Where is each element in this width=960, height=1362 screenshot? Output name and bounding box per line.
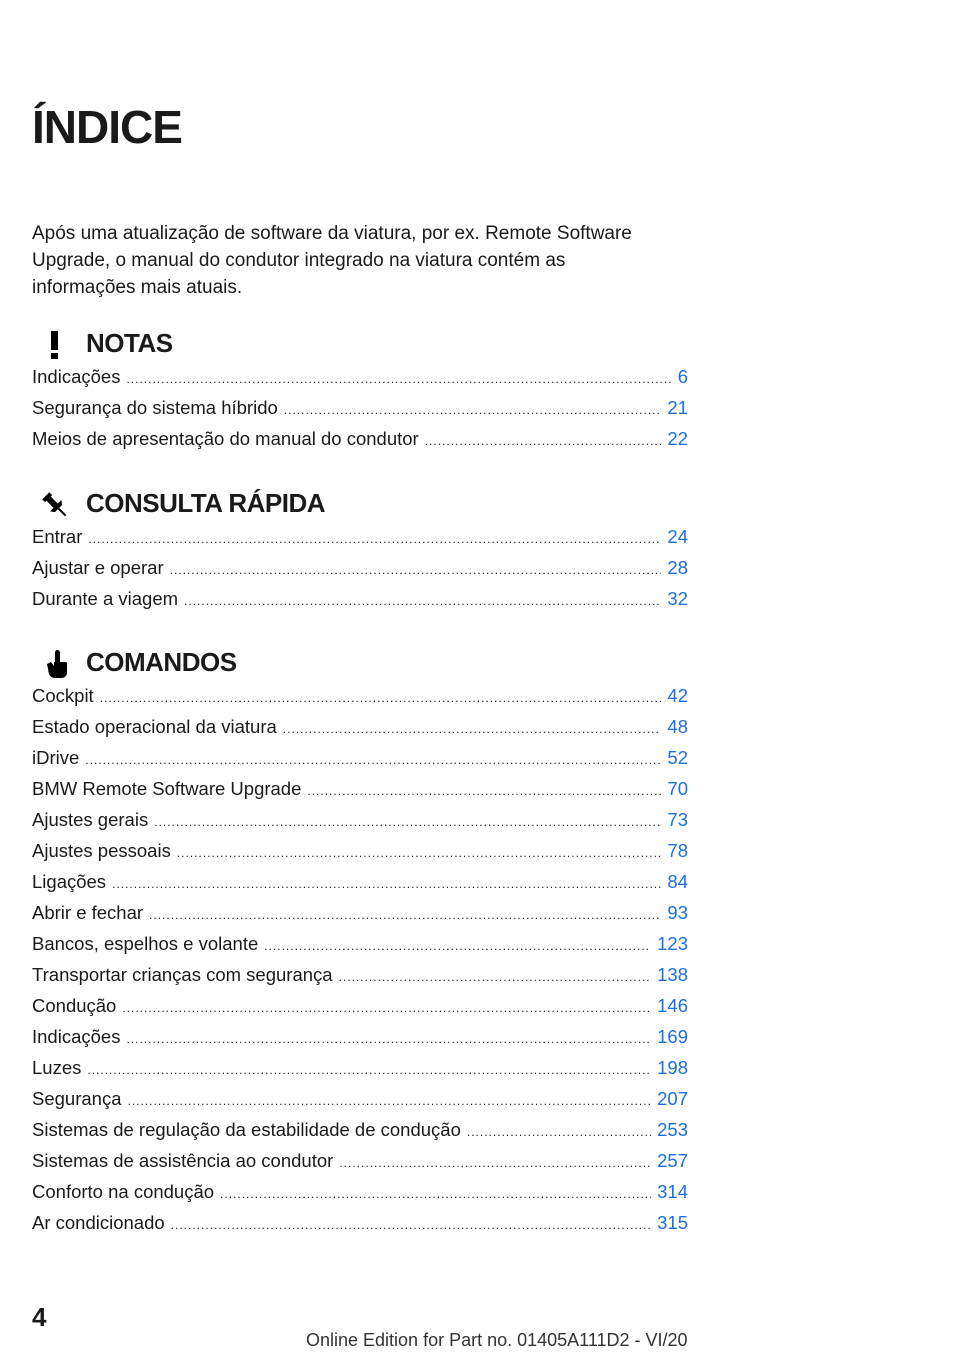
dot-leader [425, 434, 662, 448]
toc-entry-label: Sistemas de assistência ao condutor [32, 1150, 334, 1171]
toc-page-link[interactable]: 93 [667, 902, 688, 923]
toc-entry[interactable] [32, 933, 688, 964]
toc-page-link[interactable]: 6 [677, 366, 688, 387]
dot-leader [307, 784, 661, 798]
toc-page-link[interactable]: 315 [657, 1212, 688, 1233]
toc-entry-label: Durante a viagem [32, 588, 179, 609]
dot-leader [122, 1001, 651, 1015]
toc-page-link[interactable]: 198 [657, 1057, 688, 1078]
toc-page-link[interactable]: 314 [657, 1181, 688, 1202]
toc-page-link[interactable]: 22 [667, 428, 688, 449]
section-consulta-rapida [32, 486, 688, 619]
toc-entry[interactable] [32, 397, 688, 428]
toc-page-link[interactable]: 84 [667, 871, 688, 892]
toc-list [32, 526, 688, 619]
dot-leader [87, 1063, 651, 1077]
toc-page-link[interactable]: 70 [667, 778, 688, 799]
section-header [32, 645, 688, 685]
toc-entry[interactable] [32, 716, 688, 747]
dot-leader [177, 846, 662, 860]
toc-page-link[interactable]: 123 [657, 933, 688, 954]
dot-leader [339, 970, 652, 984]
toc-entry-label: Ajustes gerais [32, 809, 149, 830]
toc-entry[interactable] [32, 428, 688, 459]
toc-page-link[interactable]: 21 [667, 397, 688, 418]
dot-leader [339, 1156, 651, 1170]
toc-entry[interactable] [32, 557, 688, 588]
toc-entry-label: Conforto na condução [32, 1181, 215, 1202]
section-header [32, 326, 688, 366]
dot-leader [283, 722, 662, 736]
toc-entry-label: Indicações [32, 366, 121, 387]
toc-entry[interactable] [32, 1181, 688, 1212]
toc-entry[interactable] [32, 588, 688, 619]
pointing-hand-icon [38, 647, 72, 681]
toc-list [32, 366, 688, 459]
toc-entry[interactable] [32, 995, 688, 1026]
dot-leader [264, 939, 651, 953]
toc-entry-label: Ajustes pessoais [32, 840, 171, 861]
section-notas [32, 326, 688, 459]
toc-page-link[interactable]: 28 [667, 557, 688, 578]
dot-leader [127, 1094, 651, 1108]
toc-entry[interactable] [32, 871, 688, 902]
section-title: COMANDOS [86, 647, 237, 677]
intro-text: Após uma atualização de software da viatura, por ex. Remote Software Upgrade, o manual do condutor integrado na viatura contém as informações mais atuais. [32, 223, 632, 298]
toc-entry-label: Condução [32, 995, 117, 1016]
dot-leader [184, 594, 661, 608]
section-title: NOTAS [86, 328, 173, 358]
toc-page-link[interactable]: 169 [657, 1026, 688, 1047]
dot-leader [85, 753, 661, 767]
dot-leader [112, 877, 661, 891]
section-comandos [32, 645, 688, 1243]
section-title: CONSULTA RÁPIDA [86, 488, 326, 518]
dot-leader [170, 563, 662, 577]
toc-entry-label: Luzes [32, 1057, 82, 1078]
toc-entry[interactable] [32, 1119, 688, 1150]
exclamation-icon [38, 328, 72, 362]
toc-entry[interactable] [32, 747, 688, 778]
toc-entry[interactable] [32, 1057, 688, 1088]
toc-entry[interactable] [32, 1150, 688, 1181]
dot-leader [126, 1032, 651, 1046]
toc-entry-label: Ligações [32, 871, 107, 892]
toc-entry-label: Ar condicionado [32, 1212, 165, 1233]
dot-leader [467, 1125, 651, 1139]
toc-entry[interactable] [32, 1088, 688, 1119]
dot-leader [220, 1187, 651, 1201]
toc-page-link[interactable]: 48 [667, 716, 688, 737]
page-title: ÍNDICE [32, 101, 182, 153]
toc-page-link[interactable]: 32 [667, 588, 688, 609]
page-number: 4 [32, 1302, 47, 1332]
toc-entry-label: Transportar crianças com segurança [32, 964, 333, 985]
toc-entry-label: iDrive [32, 747, 80, 768]
dot-leader [126, 372, 671, 386]
dot-leader [154, 815, 661, 829]
toc-entry-label: Meios de apresentação do manual do condutor [32, 428, 419, 449]
dot-leader [149, 908, 661, 922]
toc-entry-label: Indicações [32, 1026, 121, 1047]
toc-entry-label: Sistemas de regulação da estabilidade de condução [32, 1119, 461, 1140]
toc-page-link[interactable]: 24 [667, 526, 688, 547]
toc-entry-label: BMW Remote Software Upgrade [32, 778, 302, 799]
toc-entry[interactable] [32, 366, 688, 397]
toc-page-link[interactable]: 138 [657, 964, 688, 985]
toc-entry-label: Bancos, espelhos e volante [32, 933, 259, 954]
toc-entry-label: Abrir e fechar [32, 902, 144, 923]
toc-page-link[interactable]: 207 [657, 1088, 688, 1109]
toc-entry-label: Segurança do sistema híbrido [32, 397, 278, 418]
toc-entry[interactable] [32, 840, 688, 871]
toc-page-link[interactable]: 52 [667, 747, 688, 768]
toc-entry[interactable] [32, 964, 688, 995]
toc-entry-label: Ajustar e operar [32, 557, 164, 578]
toc-page-link[interactable]: 257 [657, 1150, 688, 1171]
toc-list [32, 685, 688, 1243]
dot-leader [100, 691, 662, 705]
pin-icon [38, 488, 72, 522]
toc-entry[interactable] [32, 526, 688, 557]
toc-entry[interactable] [32, 778, 688, 809]
toc-page-link[interactable]: 42 [667, 685, 688, 706]
dot-leader [88, 532, 661, 546]
toc-entry-label: Cockpit [32, 685, 94, 706]
section-header [32, 486, 688, 526]
toc-entry-label: Estado operacional da viatura [32, 716, 277, 737]
toc-page-link[interactable]: 78 [667, 840, 688, 861]
dot-leader [171, 1218, 651, 1232]
dot-leader [284, 403, 662, 417]
toc-page-link[interactable]: 146 [657, 995, 688, 1016]
toc-entry[interactable] [32, 1212, 688, 1243]
toc-entry[interactable] [32, 902, 688, 933]
footer-edition-text: Online Edition for Part no. 01405A111D2 - VI/20 [306, 1330, 688, 1350]
toc-entry[interactable] [32, 809, 688, 840]
toc-entry-label: Entrar [32, 526, 83, 547]
toc-entry-label: Segurança [32, 1088, 122, 1109]
toc-page-link[interactable]: 253 [657, 1119, 688, 1140]
toc-entry[interactable] [32, 685, 688, 716]
toc-entry[interactable] [32, 1026, 688, 1057]
toc-page-link[interactable]: 73 [667, 809, 688, 830]
